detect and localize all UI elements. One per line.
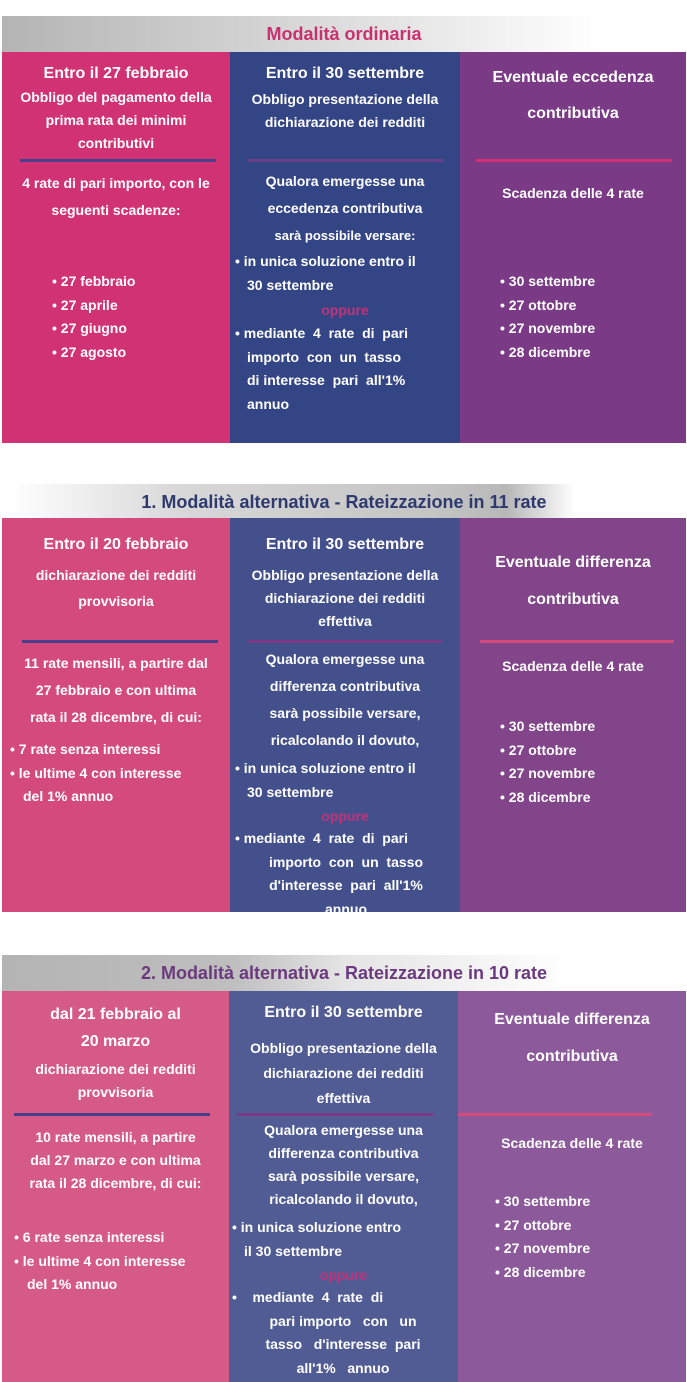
divider — [14, 1113, 210, 1116]
column-subheading: dichiarazione dei redditi provvisoria — [35, 1061, 196, 1100]
column-body: Scadenza delle 4 rate — [502, 185, 644, 201]
list-item: • 27 novembre — [495, 1237, 590, 1261]
column-subheading: Obbligo presentazione della dichiarazione dei redditi — [251, 91, 439, 130]
list-item: • 27 giugno — [52, 317, 136, 341]
option-installments: • mediante 4 rate di pari importo con un tasso d'interesse pari all'1% annuo — [232, 1289, 421, 1376]
oppure-label: oppure — [319, 1267, 368, 1283]
list-item: • le ultime 4 con interesse — [14, 1250, 185, 1274]
column-subheading: Obbligo presentazione della dichiarazione dei redditi effettiva — [250, 1040, 437, 1106]
deadline-list — [52, 270, 136, 364]
option-single-payment: • in unica soluzione entro il 30 settembre — [235, 253, 416, 293]
option-single-payment: • in unica soluzione entro il 30 settembre — [235, 760, 416, 800]
divider — [20, 159, 216, 162]
option-single-payment: • in unica soluzione entro il 30 settembre — [232, 1219, 402, 1259]
list-item: • 27 ottobre — [495, 1214, 590, 1238]
list-item: • 27 novembre — [500, 317, 595, 341]
list-item: • le ultime 4 con interesse — [10, 762, 181, 786]
section-alternativa-10 — [2, 955, 686, 1382]
column-difference — [458, 991, 686, 1382]
list-item: • 30 settembre — [500, 715, 595, 739]
list-item: • 27 aprile — [52, 294, 136, 318]
deadline-list — [500, 270, 595, 364]
option-installments: • mediante 4 rate di pari importo con un tasso di interesse pari all'1% annuo — [235, 325, 408, 412]
installment-list — [10, 738, 181, 785]
column-heading: Entro il 20 febbraio — [43, 536, 189, 553]
column-declaration — [229, 991, 458, 1382]
divider — [458, 1113, 652, 1116]
column-heading: Entro il 30 settembre — [264, 1004, 423, 1021]
section-title: 2. Modalità alternativa - Rateizzazione in 10 rate — [140, 963, 548, 983]
list-item: • 27 febbraio — [52, 270, 136, 294]
list-item: • 30 settembre — [495, 1190, 590, 1214]
divider — [476, 159, 672, 162]
column-body: Qualora emergesse una differenza contributiva sarà possibile versare, ricalcolando il dovuto, — [265, 651, 425, 748]
section-title: Modalità ordinaria — [266, 24, 422, 44]
column-body: 11 rate mensili, a partire dal 27 febbraio e con ultima rata il 28 dicembre, di cui: — [24, 655, 208, 725]
divider — [480, 640, 674, 643]
oppure-label: oppure — [321, 302, 369, 318]
list-item: • 28 dicembre — [500, 786, 595, 810]
column-heading: Entro il 30 settembre — [265, 536, 425, 553]
column-heading: Eventuale differenza contributiva — [494, 1011, 650, 1065]
list-item-continuation: del 1% annuo — [27, 1276, 118, 1292]
list-item: • 27 ottobre — [500, 294, 595, 318]
column-body: Scadenza delle 4 rate — [501, 1135, 643, 1151]
column-heading: dal 21 febbraio al 20 marzo — [50, 1006, 181, 1050]
list-item: • 28 dicembre — [495, 1261, 590, 1285]
column-heading: Entro il 30 settembre — [265, 65, 425, 82]
deadline-list — [500, 715, 595, 809]
column-heading: Eventuale eccedenza contributiva — [492, 69, 654, 122]
column-heading: Entro il 27 febbraio — [43, 65, 189, 82]
installment-list — [14, 1226, 185, 1273]
list-item: • 7 rate senza interessi — [10, 738, 181, 762]
oppure-label: oppure — [321, 808, 369, 824]
divider — [22, 640, 218, 643]
divider — [248, 640, 442, 643]
list-item: • 30 settembre — [500, 270, 595, 294]
list-item: • 27 novembre — [500, 762, 595, 786]
column-body: Scadenza delle 4 rate — [502, 658, 644, 674]
column-subheading: dichiarazione dei redditi provvisoria — [35, 567, 197, 609]
column-subheading: Obbligo presentazione della dichiarazione dei redditi effettiva — [251, 567, 439, 629]
section-ordinaria — [2, 16, 686, 443]
column-excess — [460, 52, 686, 443]
list-item: • 28 dicembre — [500, 341, 595, 365]
list-item-continuation: del 1% annuo — [23, 788, 114, 804]
column-deadline — [2, 52, 230, 443]
column-body: Qualora emergesse una differenza contributiva sarà possibile versare, ricalcolando il dovuto, — [264, 1122, 423, 1207]
column-declaration — [230, 52, 460, 443]
section-title: 1. Modalità alternativa - Rateizzazione in 11 rate — [141, 492, 547, 512]
column-body: Qualora emergesse una eccedenza contributiva sarà possibile versare: — [265, 173, 425, 243]
column-difference — [460, 518, 686, 912]
column-heading: Eventuale differenza contributiva — [495, 554, 651, 608]
section-alternativa-11 — [2, 484, 686, 917]
divider — [237, 1113, 433, 1116]
list-item: • 6 rate senza interessi — [14, 1226, 185, 1250]
column-deadline — [2, 518, 230, 912]
list-item: • 27 ottobre — [500, 739, 595, 763]
column-body: 10 rate mensili, a partire dal 27 marzo e con ultima rata il 28 dicembre, di cui: — [29, 1129, 202, 1191]
deadline-list — [495, 1190, 590, 1284]
list-item: • 27 agosto — [52, 341, 136, 365]
column-subheading: Obbligo del pagamento della prima rata dei minimi contributivi — [20, 89, 212, 151]
option-installments: • mediante 4 rate di pari importo con un tasso d'interesse pari all'1% annuo — [235, 830, 423, 917]
column-body: 4 rate di pari importo, con le seguenti scadenze: — [22, 175, 210, 218]
column-deadline — [2, 991, 229, 1382]
column-declaration — [230, 518, 460, 917]
divider — [248, 159, 444, 162]
